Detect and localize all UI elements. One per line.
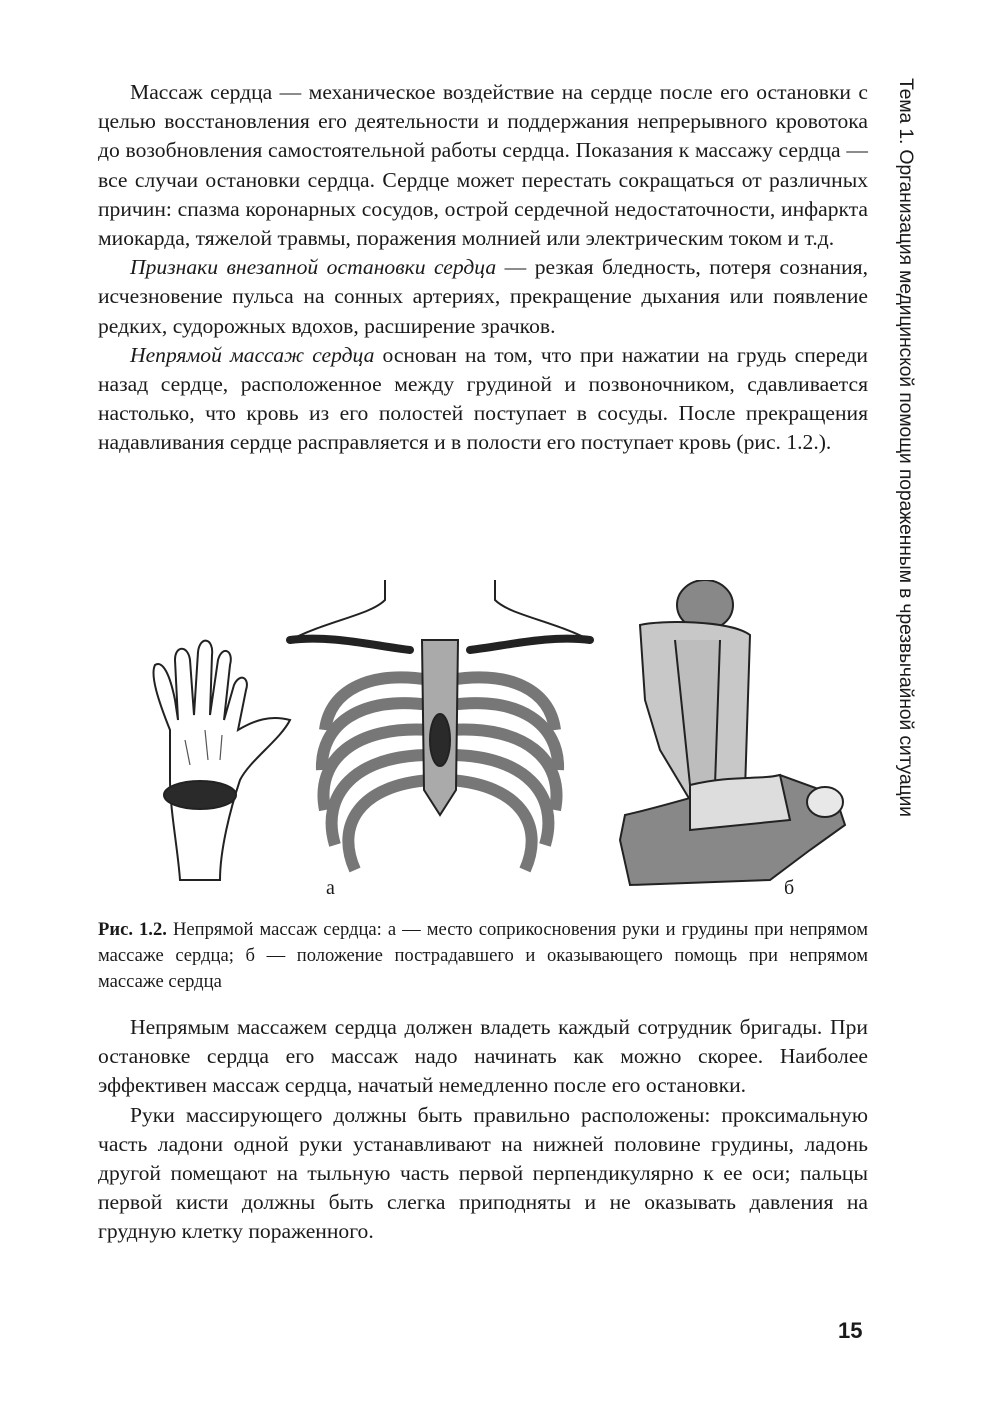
- cpr-scene-illustration: [620, 580, 845, 885]
- caption-label: Рис. 1.2.: [98, 919, 167, 940]
- italic-lead: Признаки внезапной остановки сердца: [130, 255, 497, 280]
- figure-label-a: а: [326, 877, 335, 899]
- paragraph-arrest-signs: Признаки внезапной остановки сердца — резкая бледность, потеря сознания, исчезновение пульса на сонных артериях, прекращение дыхания или появление редких, судорожных вдохов, расширение зрачков.: [98, 255, 868, 338]
- figure-label-b: б: [784, 877, 795, 899]
- text-block-top: [98, 78, 868, 458]
- italic-lead: Непрямой массаж сердца: [130, 342, 375, 367]
- running-title-vertical: [885, 78, 925, 818]
- paragraph-brigade-training: Непрямым массажем сердца должен владеть каждый сотрудник бригады. При остановке сердца его массаж надо начинать как можно скорее. Наиболее эффективен массаж сердца, начатый немедленно после его остановки.: [98, 1015, 868, 1098]
- caption-text: Непрямой массаж сердца: а — место соприкосновения руки и грудины при непрямом массаже сердца; б — положение пострадавшего и оказывающего помощь при непрямом массаже сердца: [98, 919, 868, 992]
- figure-illustration: [130, 580, 870, 900]
- text-block-bottom: [98, 1013, 868, 1247]
- figure-1-2: [130, 580, 870, 900]
- page-number: 15: [838, 1318, 863, 1343]
- paragraph-hand-position: Руки массирующего должны быть правильно расположены: проксимальную часть ладони одной руки устанавливают на нижней половине грудины, ладонь другой помещают на тыльную часть первой перпендикулярно к ее оси; пальцы первой кисти должны быть слегка приподняты и не оказывать давления на грудную клетку пораженного.: [98, 1102, 868, 1244]
- ribcage-illustration: [290, 580, 590, 870]
- paragraph-cardiac-massage-definition: Массаж сердца — механическое воздействие на сердце после его остановки с целью восстановления его деятельности и поддержания непрерывного кровотока до возобновления самостоятельной работы сердца. Показания к массажу сердца — все случаи остановки сердца. Сердце может перестать сокращаться от различных причин: спазма коронарных сосудов, острой сердечной недостаточности, инфаркта миокарда, тяжелой травмы, поражения молнией или электрическим током и т.д.: [98, 80, 868, 251]
- figure-caption: [98, 917, 868, 995]
- paragraph-indirect-massage: Непрямой массаж сердца основан на том, что при нажатии на грудь спереди назад сердце, расположенное между грудиной и позвоночником, сдавливается настолько, что кровь из его полостей поступает в сосуды. После прекращения надавливания сердце расправляется и в полости его поступает кровь (рис. 1.2.).: [98, 342, 868, 455]
- running-title-text: Тема 1. Организация медицинской помощи пораженным в чрезвычайной ситуации: [895, 78, 917, 817]
- palm-illustration: [153, 641, 290, 880]
